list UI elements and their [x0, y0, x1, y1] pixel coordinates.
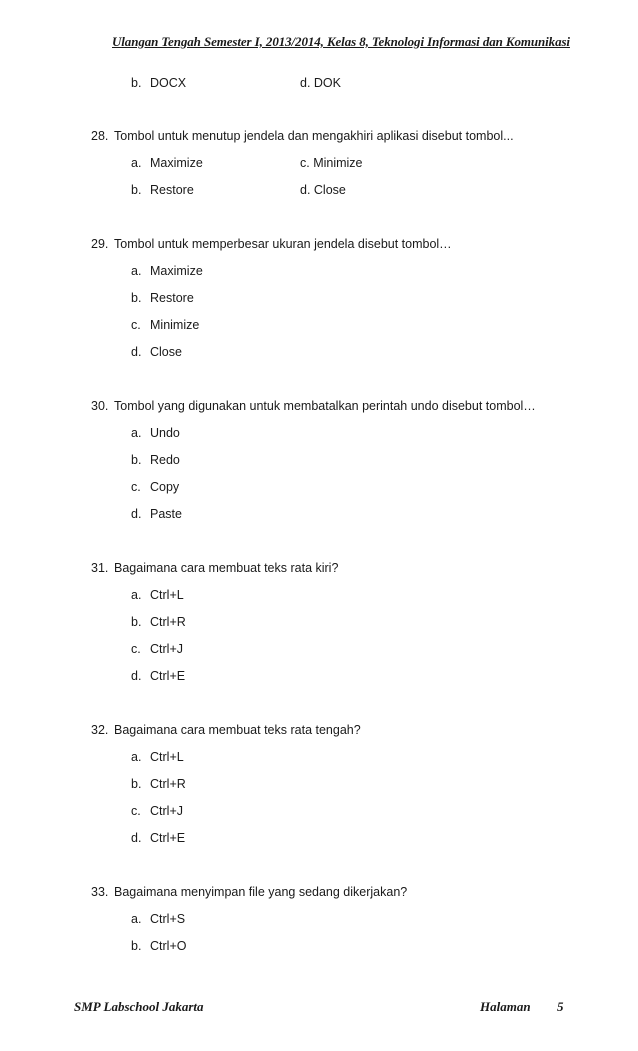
page-header: [0, 34, 638, 54]
option-text: Ctrl+S: [150, 912, 186, 926]
option-letter: c.: [131, 804, 141, 818]
footer-school: SMP Labschool Jakarta: [74, 999, 204, 1014]
option-text: Ctrl+L: [150, 750, 184, 764]
option-text: d. DOK: [300, 76, 341, 90]
option-text: Minimize: [150, 318, 200, 332]
option-letter: b.: [131, 615, 142, 629]
option-text: c. Minimize: [300, 156, 363, 170]
question-number: 31.: [91, 561, 109, 575]
option-text: Close: [150, 345, 182, 359]
question-text: Tombol untuk menutup jendela dan mengakhiri aplikasi disebut tombol...: [114, 129, 514, 143]
option-letter: b.: [131, 76, 142, 90]
footer-page-label: Halaman: [480, 999, 531, 1014]
option-text: d. Close: [300, 183, 346, 197]
option-text: Ctrl+O: [150, 939, 187, 953]
option-letter: a.: [131, 912, 142, 926]
question-text: Bagaimana menyimpan file yang sedang dikerjakan?: [114, 885, 408, 899]
option-letter: a.: [131, 750, 142, 764]
option-letter: d.: [131, 831, 142, 845]
option-text: Ctrl+R: [150, 777, 186, 791]
option-letter: a.: [131, 264, 142, 278]
option-text: Ctrl+E: [150, 831, 186, 845]
question-text: Tombol untuk memperbesar ukuran jendela disebut tombol…: [114, 237, 452, 251]
option-text: Ctrl+J: [150, 642, 183, 656]
option-text: Ctrl+J: [150, 804, 183, 818]
question-number: 28.: [91, 129, 109, 143]
option-letter: b.: [131, 777, 142, 791]
option-letter: b.: [131, 939, 142, 953]
option-text: Undo: [150, 426, 180, 440]
option-letter: b.: [131, 183, 142, 197]
option-letter: c.: [131, 480, 141, 494]
question-text: Tombol yang digunakan untuk membatalkan perintah undo disebut tombol…: [114, 399, 536, 413]
question-text: Bagaimana cara membuat teks rata tengah?: [114, 723, 361, 737]
question-text: Bagaimana cara membuat teks rata kiri?: [114, 561, 339, 575]
option-letter: c.: [131, 642, 141, 656]
option-text: Restore: [150, 183, 194, 197]
header-title: Ulangan Tengah Semester I, 2013/2014, Kelas 8, Teknologi Informasi dan Komunikasi: [112, 34, 570, 49]
option-text: Ctrl+R: [150, 615, 186, 629]
option-text: Maximize: [150, 156, 203, 170]
question-number: 29.: [91, 237, 109, 251]
option-text: Maximize: [150, 264, 203, 278]
option-letter: b.: [131, 291, 142, 305]
option-letter: a.: [131, 426, 142, 440]
question-number: 32.: [91, 723, 109, 737]
option-text: Paste: [150, 507, 182, 521]
option-text: Redo: [150, 453, 180, 467]
option-letter: b.: [131, 453, 142, 467]
option-letter: d.: [131, 669, 142, 683]
option-text: Ctrl+E: [150, 669, 186, 683]
option-letter: d.: [131, 507, 142, 521]
option-text: Ctrl+L: [150, 588, 184, 602]
option-letter: d.: [131, 345, 142, 359]
question-number: 30.: [91, 399, 109, 413]
option-letter: a.: [131, 588, 142, 602]
footer-page-number: 5: [557, 999, 564, 1014]
option-text: DOCX: [150, 76, 187, 90]
option-text: Copy: [150, 480, 180, 494]
question-number: 33.: [91, 885, 109, 899]
option-text: Restore: [150, 291, 194, 305]
option-letter: c.: [131, 318, 141, 332]
option-letter: a.: [131, 156, 142, 170]
